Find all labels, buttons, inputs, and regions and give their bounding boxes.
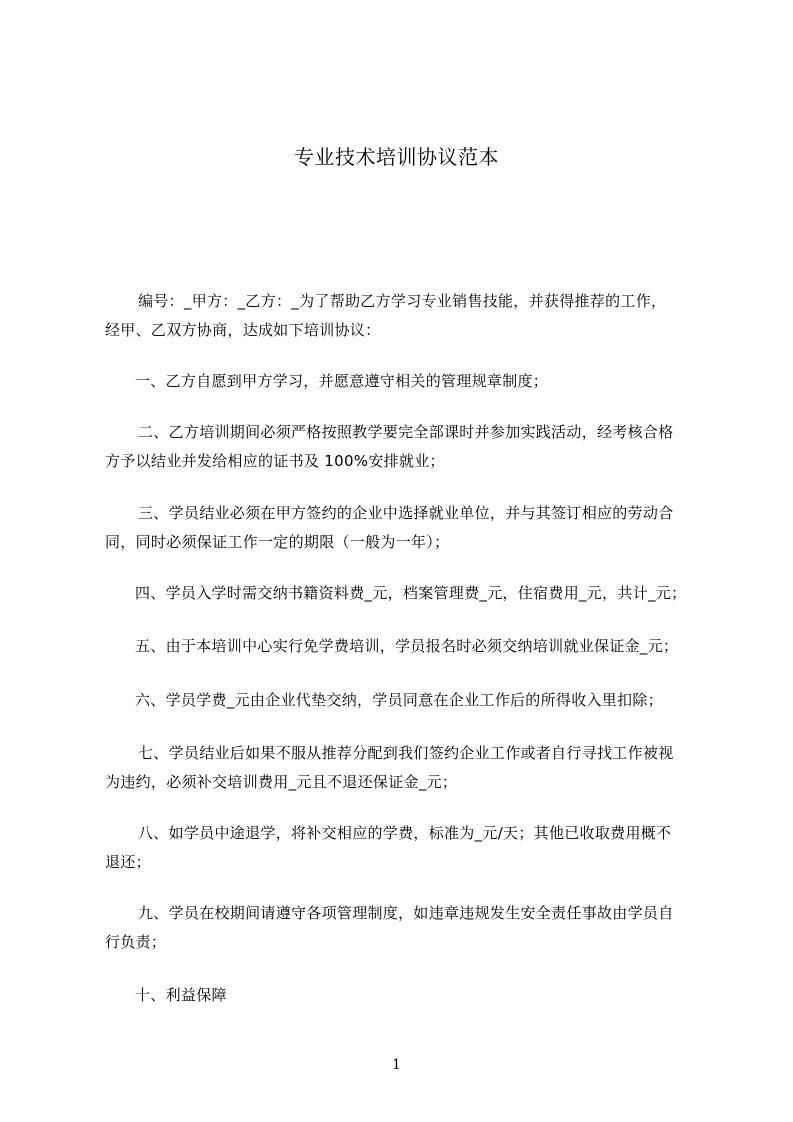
clause-line: 五、由于本培训中心实行免学费培训，学员报名时必须交纳培训就业保证金_元； [135,637,679,655]
clause-5 [105,632,705,661]
intro-line-2: 经甲、乙双方协商，达成如下培训协议： [105,321,381,339]
clause-3 [105,499,705,557]
document-title: 专业技术培训协议范本 [294,145,499,169]
clause-line: 十、利益保障 [135,986,227,1004]
clause-line: 为违约，必须补交培训费用_元且不退还保证金_元； [105,773,458,791]
intro-paragraph [105,287,705,345]
clause-8 [105,819,705,877]
clause-line: 一、乙方自愿到甲方学习，并愿意遵守相关的管理规章制度； [135,372,549,390]
clause-line: 七、学员结业后如果不服从推荐分配到我们签约企业工作或者自行寻找工作被视 [138,744,674,762]
clause-2 [105,418,705,476]
clause-6 [105,686,705,715]
clause-line: 四、学员入学时需交纳书籍资料费_元，档案管理费_元，住宿费用_元，共计_元； [135,584,687,602]
clause-10 [105,981,705,1010]
clause-line: 同，同时必须保证工作一定的期限（一般为一年）； [105,533,450,551]
clause-line: 八、如学员中途退学，将补交相应的学费，标准为_元/天；其他已收取费用概不 [138,824,672,842]
clause-7 [105,739,705,797]
clause-line: 三、学员结业必须在甲方签约的企业中选择就业单位，并与其签订相应的劳动合 [138,504,674,522]
clause-1 [105,367,705,396]
clause-line: 二、乙方培训期间必须严格按照教学要完全部课时并参加实践活动，经考核合格 [138,423,674,441]
clause-line: 退还； [105,853,151,871]
clause-9 [105,899,705,957]
clause-4 [105,579,705,608]
page-number: 1 [392,1057,401,1073]
clause-line: 六、学员学费_元由企业代垫交纳，学员同意在企业工作后的所得收入里扣除； [135,691,664,709]
clause-line: 行负责； [105,933,167,951]
clause-line: 九、学员在校期间请遵守各项管理制度，如违章违规发生安全责任事故由学员自 [138,904,674,922]
intro-line-1: 编号：_甲方：_乙方：_为了帮助乙方学习专业销售技能，并获得推荐的工作， [138,292,667,310]
clause-line: 方予以结业并发给相应的证书及 100%安排就业； [105,452,445,470]
